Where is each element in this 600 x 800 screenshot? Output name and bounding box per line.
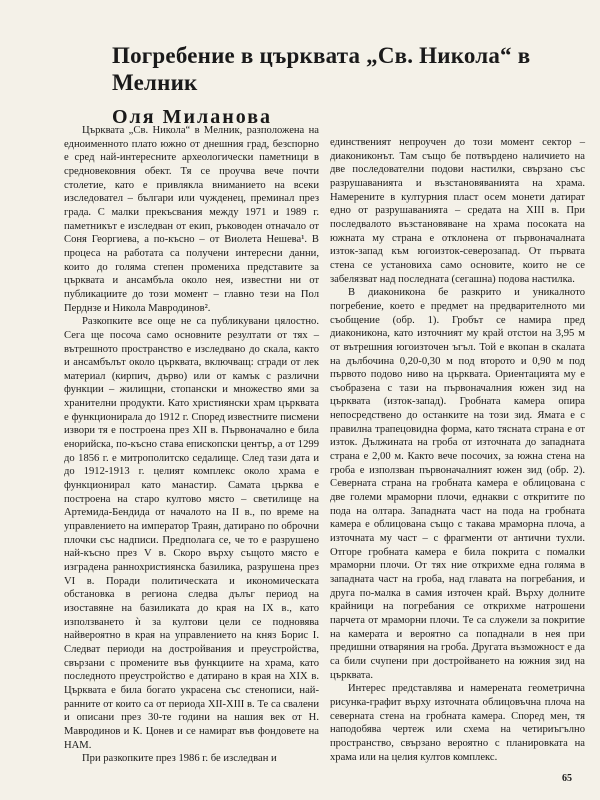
article-title: Погребение в църквата „Св. Никола“ в Мелник (112, 43, 531, 95)
paragraph: В диаконикона бе разкрито и уникалното погребение, което е предмет на предварителното ми съобщение (обр. 1). Гробът се намира пред диаконикона, като източният му край отстои на 3,95 м от вътрешния югоизточен ъгъл. Той е вкопан в скалата на дълбочина 0,20-0,30 м под второто и 0,90 м под първото подово ниво на църквата. Ориентацията му е съобразена с тази на първоначалния южен зид на църквата (изток-запад). Гробната камера опира непосредствено до останките на този зид. Ямата е с правилна трапецовидна форма, като тясната страна е от изток. Дължината на гроба от източната до западната страна е 2,00 м. Както вече посочих, за южна стена на гроба е използван първоначалният южен зид (обр. 2). Северната страна на гробната камера е облицована с две големи мраморни плочи, еднакви с откритите по пода на олтара. Западната част на пода на гробната камера е облицована също с такава мраморна плоча, а източната му част – с фрагменти от антични тухли. Отгоре гробната камера е била покрита с помалки мраморни плочи. От тях ние открихме една голяма в западната част на гроба, над главата на погребания, и друга по-малка в самия източен край. Върху долните крайници на погребания се открихме натрошени парчета от мраморни плочи. Те са служели за покритие на камерата и вероятно са попаднали в нея при предишни отваряния на гроба. Другата възможност е да са били счупени при достройването на южния зид на църквата. (330, 287, 585, 681)
paragraph: Църквата „Св. Никола“ в Мелник, разположена на едноименното плато южно от днешния град, безспорно е сред най-интересните археологически паметници в средновековния обект. Тя се проучва вече почти столетие, като е привлякла вниманието на всеки изследовател – българи или чужденец, преминал през града. С малки прекъсвания между 1971 и 1989 г. паметникът е изследван от екип, ръководен отначало от Соня Георгиева, а по-късно – от Виолета Нешева¹. В процеса на работата са получени интересни данни, които до голяма степен промениха представите за църквата и ансамбъла около нея, известни ни от публикациите до този момент – главно тези на Пол Перднзе и Никола Мавродинов². (64, 125, 319, 314)
paragraph: Разкопките все още не са публикувани цялостно. Сега ще посоча само основните резултати от тях – вътрешното пространство е изследвано до скала, както и ансамбълът около църквата, включващ: сгради от лек материал (кирпич, дърво) или от камък с различни функции – жилищни, стопански и множество ями за хранителни продукти. Като християнски храм църквата е функционирала до 1912 г. Според известните писмени извори тя е построена през XII в. Първоначално е била енорийска, по-късно става епископски център, а от 1299 до 1856 г. е митрополитско седалище. След тази дата и до 1912-1913 г. целият комплекс около храма е функционирал като манастир. Самата църква е построена на старо култово място – светилище на Артемида-Бендида от началото на II в., по време на управлението на император Траян, датирано по оброчни плочки със надписи. Предполага се, че то е разрушено най-късно през V в. Скоро върху същото място е изградена раннохристиянска базилика, разрушена през VI в. Поради политическата и икономическата обстановка в региона следва дълъг период на изоставяне на базиликата до края на IX в., като използването ѝ за култови цели се подновява найвероятно в края на управлението на княз Борис I. Следват периоди на достройвания и преустройства, свързани с промените във функциите на храма, като последното преустройство е датирано в края на XIX в. Църквата е била богато украсена със стенописи, най-ранните от които са от периода XII-XIII в. Те са свалени и описани през 30-те години на нашия век от Н. Мавродинов и К. Цонев и се намират във фондовете на НАМ. (64, 316, 319, 751)
right-column (330, 136, 585, 764)
paragraph: единственият непроучен до този момент сектор – диакониконът. Там също бе потвърдено наличието на две последователни подови настилки, свързано със разрушаванията и възстановяванията на храма. Намерените в културния пласт осем монети датират едно от разрушаванията – средата на XIII в. При последвалото възстановяване на храма посоката на южната му страна е отклонена от първоначалната изток-запад към югоизток-северозапад. От първата стена се установиха само основите, които не се забелязват над последната (сегашна) подова настилка. (330, 137, 585, 285)
page-number: 65 (562, 773, 572, 784)
paragraph: При разкопките през 1986 г. бе изследван и (82, 753, 277, 765)
article-author: Оля Миланова (112, 106, 273, 128)
left-column (64, 124, 319, 766)
paragraph: Интерес представлява и намерената геометрична рисунка-графит върху източната облицовъчна плоча на северната стена на гробната камера. Според мен, тя наподобява чертеж или схема на четириъгълно пространство, свързано вероятно с планировката на храма или на целия култов комплекс. (330, 683, 585, 763)
